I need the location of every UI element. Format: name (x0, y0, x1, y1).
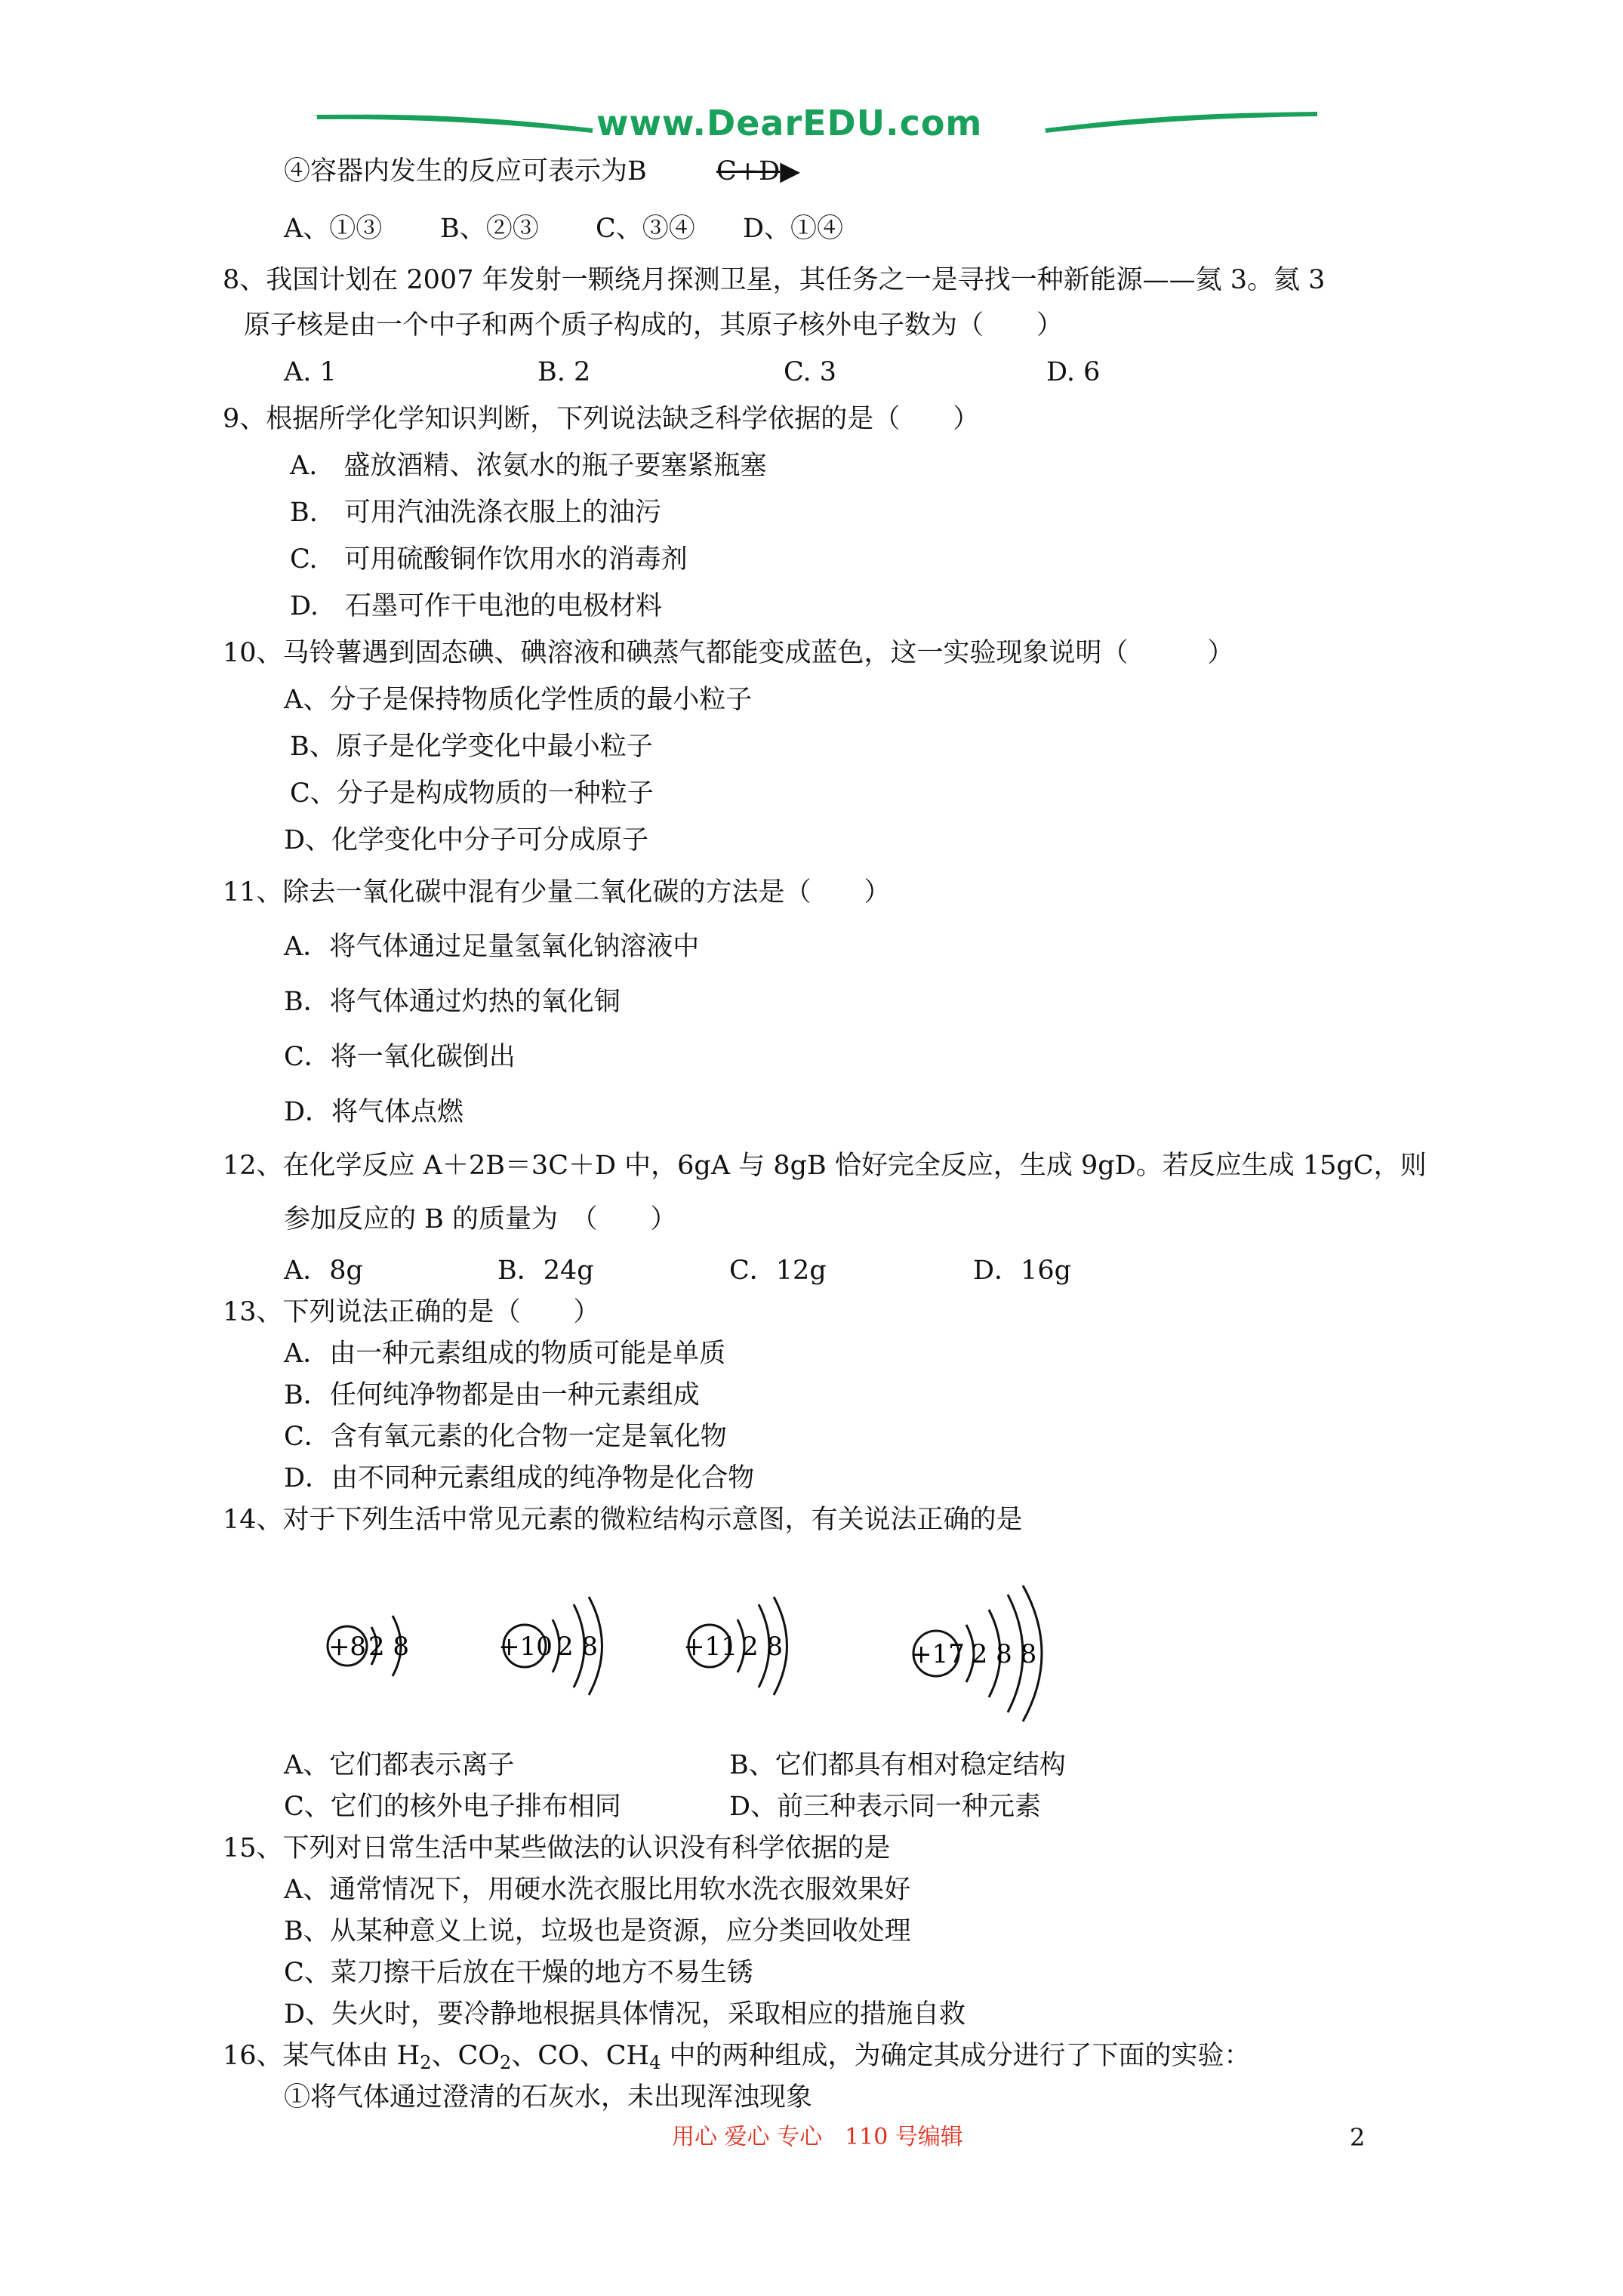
option: C、菜刀擦干后放在干燥的地方不易生锈 (284, 1958, 753, 1988)
option: C．将一氧化碳倒出 (284, 1042, 516, 1072)
gas-co2: $CO_2$ (457, 2041, 512, 2073)
gas-co: CO (537, 2041, 580, 2071)
option: B、②③ (440, 214, 539, 244)
gas-ch4: $CH_4$ (605, 2041, 661, 2073)
q7-item4 (284, 155, 800, 188)
q12-stem-line2: 参加反应的 B 的质量为 （ ） (284, 1204, 677, 1234)
option: C、③④ (596, 214, 695, 244)
q9-stem: 9、根据所学化学知识判断，下列说法缺乏科学依据的是（ ） (223, 404, 980, 434)
q16-stem: 16、某气体由 $H_2$、$CO_2$、CO、$CH_4$ 中的两种组成，为确定其成分进行了下面的实验： (223, 2041, 1251, 2073)
option: D. 6 (1046, 357, 1101, 387)
q8-stem-line1: 8、我国计划在 2007 年发射一颗绕月探测卫星，其任务之一是寻找一种新能源——氦 3。氦 3 (223, 265, 1326, 295)
q14-stem: 14、对于下列生活中常见元素的微粒结构示意图，有关说法正确的是 (223, 1505, 1023, 1535)
option: A、①③ (284, 214, 383, 244)
option: A. 1 (284, 357, 337, 387)
page-number: 2 (1350, 2123, 1366, 2152)
atom-diagram-chlorine (898, 1570, 1087, 1729)
atom-nucleus-label: +17 (910, 1639, 965, 1669)
q16-stem-suffix: 中的两种组成，为确定其成分进行了下面的实验： (669, 2041, 1251, 2071)
q7-options (284, 212, 1416, 245)
option: A．由一种元素组成的物质可能是单质 (284, 1339, 726, 1369)
q16-item1: ①将气体通过澄清的石灰水，未出现浑浊现象 (284, 2082, 813, 2113)
option: D．由不同种元素组成的纯净物是化合物 (284, 1463, 755, 1493)
q14-options-row2 (284, 1790, 1416, 1823)
q15-stem: 15、下列对日常生活中某些做法的认识没有科学依据的是 (223, 1833, 891, 1863)
atom-shell-label: 2 8 (556, 1632, 599, 1662)
option: B、原子是化学变化中最小粒子 (290, 732, 653, 762)
atom-nucleus-label: +10 (498, 1632, 553, 1662)
option: B．24g (497, 1256, 594, 1286)
option: B. 2 (537, 357, 591, 387)
q13-stem: 13、下列说法正确的是（ ） (223, 1297, 600, 1327)
q12-options (284, 1254, 1416, 1287)
atom-shell-label: 2 8 8 (971, 1639, 1037, 1669)
atom-diagram-neon (491, 1574, 642, 1718)
atom-diagram-row (302, 1570, 1095, 1737)
q14-options-row1 (284, 1749, 1416, 1782)
q7-item4-text: ④容器内发生的反应可表示为B (284, 156, 647, 186)
option: A. 盛放酒精、浓氨水的瓶子要塞紧瓶塞 (290, 451, 767, 481)
option: D、失火时，要冷静地根据具体情况，采取相应的措施自救 (284, 1999, 966, 2029)
atom-shell-label: 2 8 (368, 1632, 410, 1662)
reaction-arrow-label: C+D (716, 156, 781, 186)
option: C. 3 (784, 357, 837, 387)
option: A、分子是保持物质化学性质的最小粒子 (284, 685, 753, 715)
q16-stem-prefix: 16、某气体由 (223, 2041, 397, 2071)
option: A．将气体通过足量氢氧化钠溶液中 (284, 932, 700, 962)
q11-stem: 11、除去一氧化碳中混有少量二氧化碳的方法是（ ） (223, 877, 891, 908)
q12-stem-line1: 12、在化学反应 A＋2B＝3C＋D 中，6gA 与 8gB 恰好完全反应，生成 9gD。若反应生成 15gC，则 (223, 1151, 1427, 1181)
option: B、它们都具有相对稳定结构 (729, 1750, 1066, 1780)
q10-stem: 10、马铃薯遇到固态碘、碘溶液和碘蒸气都能变成蓝色，这一实验现象说明（ ） (223, 638, 1234, 668)
option: C．12g (729, 1256, 827, 1286)
option: A、通常情况下，用硬水洗衣服比用软水洗衣服效果好 (284, 1875, 911, 1905)
option: D、前三种表示同一种元素 (729, 1792, 1042, 1822)
atom-diagram-sodium (676, 1574, 827, 1718)
option: B．将气体通过灼热的氧化铜 (284, 987, 621, 1017)
atom-nucleus-label: +8 (328, 1632, 367, 1662)
header-swoosh-right (1042, 108, 1321, 138)
option: B．任何纯净物都是由一种元素组成 (284, 1380, 700, 1410)
option: B. 可用汽油洗涤衣服上的油污 (290, 498, 661, 528)
option: D．16g (973, 1256, 1072, 1286)
q8-stem-line2: 原子核是由一个中子和两个质子构成的，其原子核外电子数为（ ） (244, 310, 1064, 341)
header-banner (310, 102, 1321, 147)
footer-text: 用心 爱心 专心 110 号编辑 (672, 2124, 963, 2150)
option: C．含有氧元素的化合物一定是氧化物 (284, 1422, 727, 1452)
option: D、化学变化中分子可分成原子 (284, 825, 649, 855)
option: D、①④ (743, 214, 844, 244)
atom-diagram-oxygen (317, 1586, 453, 1706)
option: D. 石墨可作干电池的电极材料 (290, 591, 662, 621)
header-swoosh-left (310, 108, 596, 138)
gas-h2: $H_2$ (396, 2041, 432, 2073)
q8-options (284, 356, 1416, 389)
option: C、分子是构成物质的一种粒子 (290, 778, 654, 809)
option: A．8g (284, 1256, 363, 1286)
arrow-head-icon: ▶ (780, 156, 801, 186)
option: A、它们都表示离子 (284, 1750, 515, 1780)
option: C、它们的核外电子排布相同 (284, 1792, 621, 1822)
option: C. 可用硫酸铜作饮用水的消毒剂 (290, 544, 688, 575)
site-title[interactable]: www.DearEDU.com (596, 103, 983, 143)
option: B、从某种意义上说，垃圾也是资源，应分类回收处理 (284, 1916, 911, 1946)
atom-shell-label: 2 8 (741, 1632, 784, 1662)
atom-nucleus-label: +11 (683, 1632, 738, 1662)
option: D．将气体点燃 (284, 1097, 464, 1127)
